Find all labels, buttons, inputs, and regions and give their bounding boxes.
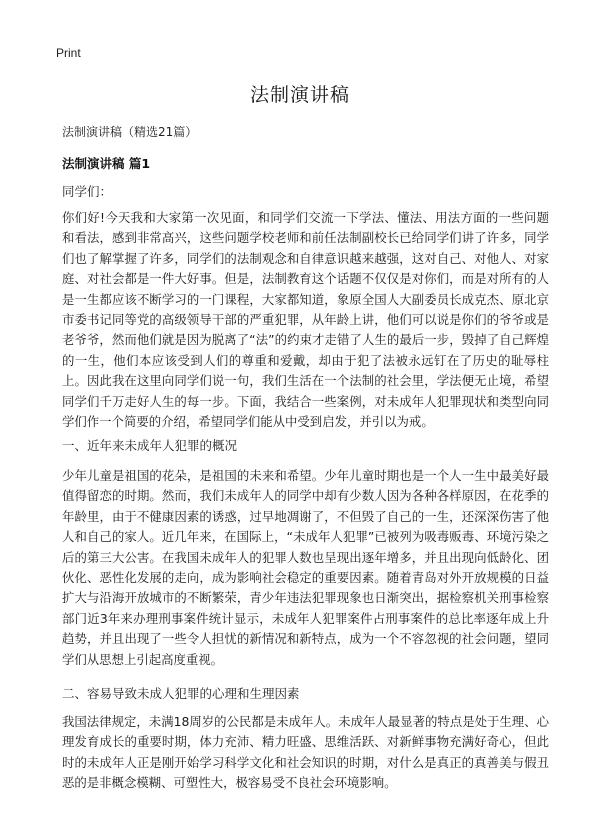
section-heading-2: 二、容易导致未成人犯罪的心理和生理因素 <box>62 686 300 701</box>
paragraph-intro: 你们好!今天我和大家第一次见面，和同学们交流一下学法、懂法、用法方面的一些问题和看法，感到非常高兴，这些问题学校老师和前任法制副校长已给同学们讲了许多，同学们也了解掌握了许多，同学们的法制观念和自律意识越来越强，这对自己、对他人、对家庭、对社会都是一件大好事。但是，法制教育这个话题不仅仅是对你们，而是对所有的人是一生都应该不断学习的一门课程，大家都知道，象原全国人大副委员长成克杰、原北京市委书记同等党的高级领导干部的严重犯罪，从年龄上讲，他们可以说是你们的爷爷或是老爷爷，然而他们就是因为脱离了“法”的约束才走错了人生的最后一步，毁掉了自己辉煌的一生，他们本应该受到人们的尊重和爱戴，却由于犯了法被永远钉在了历史的耻辱柱上。因此我在这里向同学们说一句，我们生活在一个法制的社会里，学法便无止境，希望同学们千万走好人生的每一步。下面，我结合一些案例，对未成年人犯罪现状和类型向同学们作一个简要的介绍，希望同学们能从中受到启发，并引以为戒。 <box>62 210 549 430</box>
print-label: Print <box>56 46 81 60</box>
document-subtitle: 法制演讲稿（精选21篇） <box>62 125 198 139</box>
document-title: 法制演讲稿 <box>249 84 350 106</box>
section-heading-1: 一、近年来未成年人犯罪的概况 <box>62 438 238 453</box>
salutation: 同学们： <box>62 184 113 199</box>
paragraph-factors: 我国法律规定，未满18周岁的公民都是未成年人。未成年人最显著的特点是处于生理、心理发育成长的重要时期，体力充沛、精力旺盛、思维活跃、对新鲜事物充满好奇心，但此时的未成年人正是刚开始学习科学文化和社会知识的时期，对什么是真正的真善美与假丑恶的是非概念模糊、可塑性大，极容易受不良社会环境影响。 <box>62 714 549 791</box>
paragraph-overview: 少年儿童是祖国的花朵，是祖国的未来和希望。少年儿童时期也是一个人一生中最美好最值得留恋的时期。然而，我们未成年人的同学中却有少数人因为各种各样原因，在花季的年龄里，由于不健康因素的诱惑，过早地凋谢了，不但毁了自己的一生，还深深伤害了他人和自己的家人。近几年来，在国际上，“未成年人犯罪”已被列为吸毒贩毒、环境污染之后的第三大公害。在我国未成年人的犯罪人数也呈现出逐年增多，并且出现向低龄化、团伙化、恶性化发展的走向，成为影响社会稳定的重要因素。随着青岛对外开放规模的日益扩大与沿海开放城市的不断繁荣，青少年违法犯罪现象也日渐突出，据检察机关刑事检察部门近3年来办理刑事案件统计显示，未成年人犯罪案件占刑事案件的总比率逐年成上升趋势，并且出现了一些令人担忧的新情况和新特点，成为一个不容忽视的社会问题，望同学们从思想上引起高度重视。 <box>62 468 549 667</box>
chapter-heading: 法制演讲稿 篇1 <box>62 156 151 171</box>
